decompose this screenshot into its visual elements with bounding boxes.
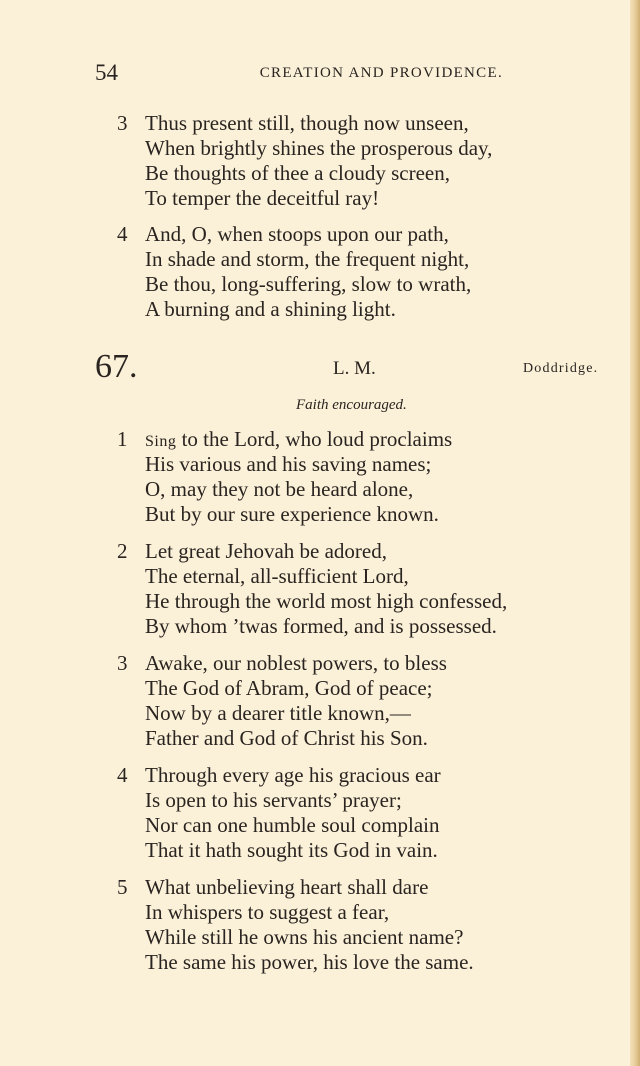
first-word: Sing (145, 433, 177, 450)
verse-line: And, O, when stoops upon our path, (145, 222, 449, 246)
page-number: 54 (95, 60, 118, 85)
verse-line: Thus present still, though now unseen, (145, 111, 469, 135)
verse-line: In whispers to suggest a fear, (145, 899, 390, 924)
verse-line: Is open to his servants’ prayer; (145, 787, 402, 812)
stanza-number: 4 (117, 222, 128, 246)
verse-line: That it hath sought its God in vain. (145, 837, 438, 862)
verse-line: O, may they not be heard alone, (145, 476, 414, 501)
hymn-title: Faith encouraged. (296, 397, 407, 413)
stanza-number: 4 (117, 763, 128, 787)
verse-line: Let great Jehovah be adored, (145, 539, 387, 563)
verse-line: By whom ’twas formed, and is possessed. (145, 613, 497, 638)
verse-line: Be thoughts of thee a cloudy screen, (145, 160, 450, 185)
verse-line: The eternal, all-sufficient Lord, (145, 563, 409, 588)
verse-line: Nor can one humble soul complain (145, 812, 440, 837)
verse-line: Now by a dearer title known,— (145, 700, 411, 725)
verse-line (145, 427, 452, 452)
hymn-author: Doddridge. (523, 361, 599, 376)
stanza-number: 2 (117, 539, 128, 563)
running-head: CREATION AND PROVIDENCE. (259, 65, 503, 81)
stanza-number: 5 (117, 875, 128, 899)
verse-line: A burning and a shining light. (145, 296, 396, 321)
hymn-number: 67. (95, 348, 138, 385)
verse-line: In shade and storm, the frequent night, (145, 246, 470, 271)
page-edge (630, 0, 640, 1066)
verse-line: Father and God of Christ his Son. (145, 725, 428, 750)
verse-line: Through every age his gracious ear (145, 763, 441, 787)
stanza-number: 3 (117, 111, 128, 135)
verse-line: While still he owns his ancient name? (145, 924, 464, 949)
verse-line: Be thou, long-suffering, slow to wrath, (145, 271, 472, 296)
page-header (95, 60, 503, 90)
verse-line: But by our sure experience known. (145, 501, 439, 526)
verse-line: The God of Abram, God of peace; (145, 675, 433, 700)
hymn-meter: L. M. (333, 358, 376, 379)
verse-line: What unbelieving heart shall dare (145, 875, 429, 899)
verse-line: The same his power, his love the same. (145, 949, 474, 974)
verse-line: When brightly shines the prosperous day, (145, 135, 493, 160)
stanza-number: 3 (117, 651, 128, 675)
verse-line: He through the world most high confessed, (145, 588, 508, 613)
verse-line: Awake, our noblest powers, to bless (145, 651, 447, 675)
verse-line: To temper the deceitful ray! (145, 185, 380, 210)
stanza-number: 1 (117, 427, 128, 451)
verse-line: His various and his saving names; (145, 451, 432, 476)
first-line-rest: to the Lord, who loud proclaims (176, 427, 453, 451)
